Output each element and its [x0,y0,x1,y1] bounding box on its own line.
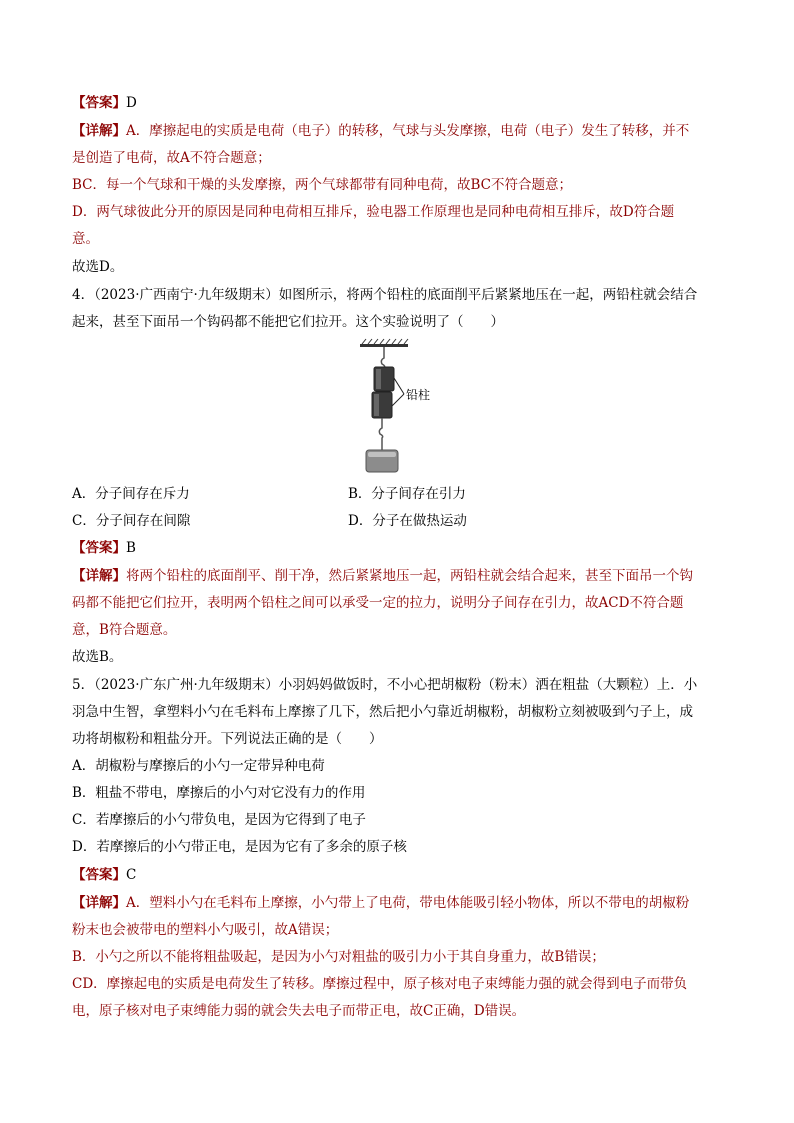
lead-cylinder-label: 铅柱 [406,388,431,402]
answer-tag: 【答案】 [72,867,126,883]
q5-option-c: C．若摩擦后的小勺带负电，是因为它得到了电子 [72,812,366,828]
q3-conclusion: 故选D。 [72,259,124,275]
q3-answer-line [72,93,137,113]
q4-stem-line-1: 4．（2023·广西南宁·九年级期末）如图所示，将两个铅柱的底面削平后紧紧地压在一起，两铅柱就会结合 [72,287,698,303]
label-leader-bottom [392,394,404,406]
q4-option-d: D．分子在做热运动 [348,513,467,529]
answer-tag: 【答案】 [72,95,126,111]
q5-stem-line-3: 功将胡椒粉和粗盐分开。下列说法正确的是（ ） [72,731,383,747]
detail-tag: 【详解】 [72,568,126,584]
q3-detail-line-1 [72,121,689,141]
q4-detail-line-1 [72,566,693,586]
q5-detail-line-4: CD．摩擦起电的实质是电荷发生了转移。摩擦过程中，原子核对电子束缚能力强的就会得到电子而带负 [72,976,688,992]
q5-detail-line-1 [72,893,689,913]
answer-value: B [126,540,136,556]
q5-detail-line-3: B．小勺之所以不能将粗盐吸起，是因为小勺对粗盐的吸引力小于其自身重力，故B错误； [72,949,605,965]
label-leader-top [394,378,404,394]
answer-tag: 【答案】 [72,540,126,556]
q3-detail-line-2: 是创造了电荷，故A不符合题意； [72,150,271,166]
detail-tag: 【详解】 [72,123,126,139]
q5-stem-line-1: 5．（2023·广东广州·九年级期末）小羽妈妈做饭时，不小心把胡椒粉（粉末）洒在粗盐（大颗粒）上．小 [72,677,698,693]
q4-answer-line [72,538,136,558]
q4-option-a: A．分子间存在斥力 [72,486,190,502]
ceiling-hatch [362,339,408,344]
q5-stem-line-2: 羽急中生智，拿塑料小勺在毛料布上摩擦了几下，然后把小勺靠近胡椒粉，胡椒粉立刻被吸到勺子上，成 [72,704,693,720]
lead-cylinder-figure [350,338,460,478]
q4-conclusion: 故选B。 [72,649,123,665]
q5-option-b: B．粗盐不带电，摩擦后的小勺对它没有力的作用 [72,785,366,801]
detail-text: A．摩擦起电的实质是电荷（电子）的转移，气球与头发摩擦，电荷（电子）发生了转移，并不 [126,123,690,139]
detail-text: 将两个铅柱的底面削平、削干净，然后紧紧地压一起，两铅柱就会结合起来，甚至下面吊一个钩 [126,568,693,584]
detail-tag: 【详解】 [72,895,126,911]
q3-detail-line-3: BC．每一个气球和干燥的头发摩擦，两个气球都带有同种电荷，故BC不符合题意； [72,177,572,193]
top-hook [381,347,384,368]
q5-detail-line-2: 粉末也会被带电的塑料小勺吸引，故A错误； [72,922,339,938]
ceiling-bar [360,344,408,347]
q5-option-a: A．胡椒粉与摩擦后的小勺一定带异种电荷 [72,758,325,774]
q4-option-c: C．分子间存在间隙 [72,513,191,529]
q3-detail-line-4: D．两气球彼此分开的原因是同种电荷相互排斥，验电器工作原理也是同种电荷相互排斥，故D符合题 [72,204,675,220]
q4-detail-line-2: 码都不能把它们拉开，表明两个铅柱之间可以承受一定的拉力，说明分子间存在引力，故ACD不符合题 [72,595,684,611]
q5-answer-line [72,865,136,885]
q5-option-d: D．若摩擦后的小勺带正电，是因为它有了多余的原子核 [72,839,407,855]
q4-option-b: B．分子间存在引力 [348,486,466,502]
answer-value: D [126,95,137,111]
q5-detail-line-5: 电，原子核对电子束缚能力弱的就会失去电子而带正电，故C正确，D错误。 [72,1003,526,1019]
q4-stem-line-2: 起来，甚至下面吊一个钩码都不能把它们拉开。这个实验说明了（ ） [72,314,504,330]
q4-detail-line-3: 意，B符合题意。 [72,622,177,638]
detail-text: A．塑料小勺在毛料布上摩擦，小勺带上了电荷，带电体能吸引轻小物体，所以不带电的胡椒粉 [126,895,690,911]
q3-detail-line-5: 意。 [72,231,99,247]
answer-value: C [126,867,137,883]
bottom-hook [379,418,382,450]
